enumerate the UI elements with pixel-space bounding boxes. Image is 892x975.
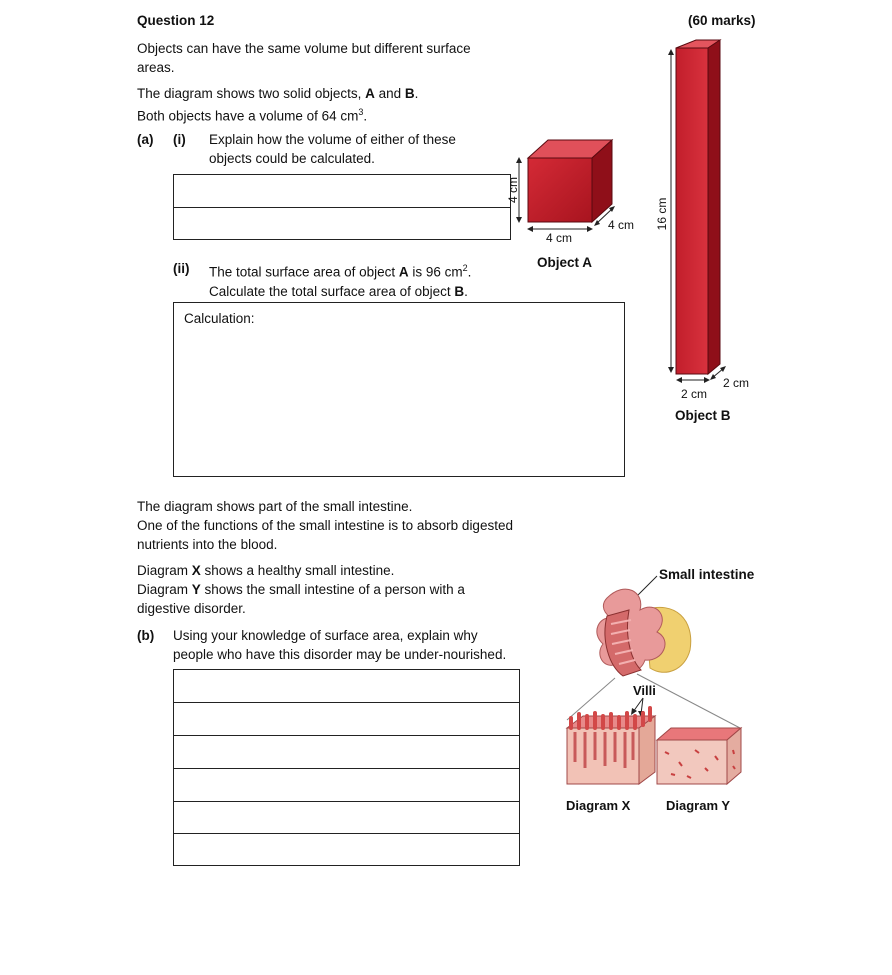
diagram-x-block	[567, 708, 655, 784]
object-b-diagram	[640, 30, 770, 400]
answer-line	[174, 207, 510, 208]
object-a-caption: Object A	[537, 255, 593, 270]
calculation-box[interactable]	[173, 302, 625, 477]
answer-line	[174, 801, 519, 802]
object-b-width-label: 2 cm	[680, 387, 708, 400]
question-number: Question 12	[137, 13, 215, 28]
intestine-intro-text: The diagram shows part of the small intestine. One of the functions of the small intestine is to absorb digested nutrients into the blood.	[137, 499, 513, 552]
intro-text: Objects can have the same volume but different surface areas.	[137, 41, 471, 75]
answer-line	[174, 735, 519, 736]
prism-front-face	[676, 48, 708, 374]
prism-side-face	[708, 40, 720, 374]
intro-objects-text: The diagram shows two solid objects, A and B. Both objects have a volume of 64 $cm^3$.	[137, 86, 419, 124]
answer-line	[174, 833, 519, 834]
small-intestine-title: Small intestine	[659, 567, 755, 582]
object-b-height-label: 16 cm	[655, 197, 669, 231]
diagram-description-text: Diagram X shows a healthy small intestine. Diagram Y shows the small intestine of a person with a digestive disorder.	[137, 563, 465, 616]
diagram-x-label: Diagram X	[566, 798, 631, 813]
object-a-height-label: 4 cm	[506, 176, 520, 204]
answer-box-b[interactable]	[173, 669, 520, 866]
cube-front-face	[528, 158, 592, 222]
answer-box-a-i[interactable]	[173, 174, 511, 240]
answer-line	[174, 702, 519, 703]
object-a-depth-label: 4 cm	[608, 218, 635, 232]
diagram-y-label: Diagram Y	[666, 798, 731, 813]
part-a-i-label: (i)	[173, 132, 186, 147]
part-a-ii-label: (ii)	[173, 261, 190, 276]
marks-total: (60 marks)	[688, 13, 756, 28]
object-b-depth-label: 2 cm	[723, 376, 750, 390]
calculation-label: Calculation:	[184, 311, 255, 326]
diagram-y-block	[657, 728, 741, 784]
part-a-label: (a)	[137, 132, 154, 147]
villi-label: Villi	[633, 683, 656, 698]
part-a-ii-question: The total surface area of object A is 96 $cm^2$. Calculate the total surface area of object B.	[209, 263, 472, 299]
part-b-label: (b)	[137, 628, 155, 643]
answer-line	[174, 768, 519, 769]
object-a-width-label: 4 cm	[545, 231, 573, 245]
part-a-i-question: Explain how the volume of either of these objects could be calculated.	[209, 132, 456, 166]
part-b-question: Using your knowledge of surface area, explain why people who have this disorder may be under-nourished.	[173, 628, 507, 662]
object-b-caption: Object B	[675, 408, 731, 423]
